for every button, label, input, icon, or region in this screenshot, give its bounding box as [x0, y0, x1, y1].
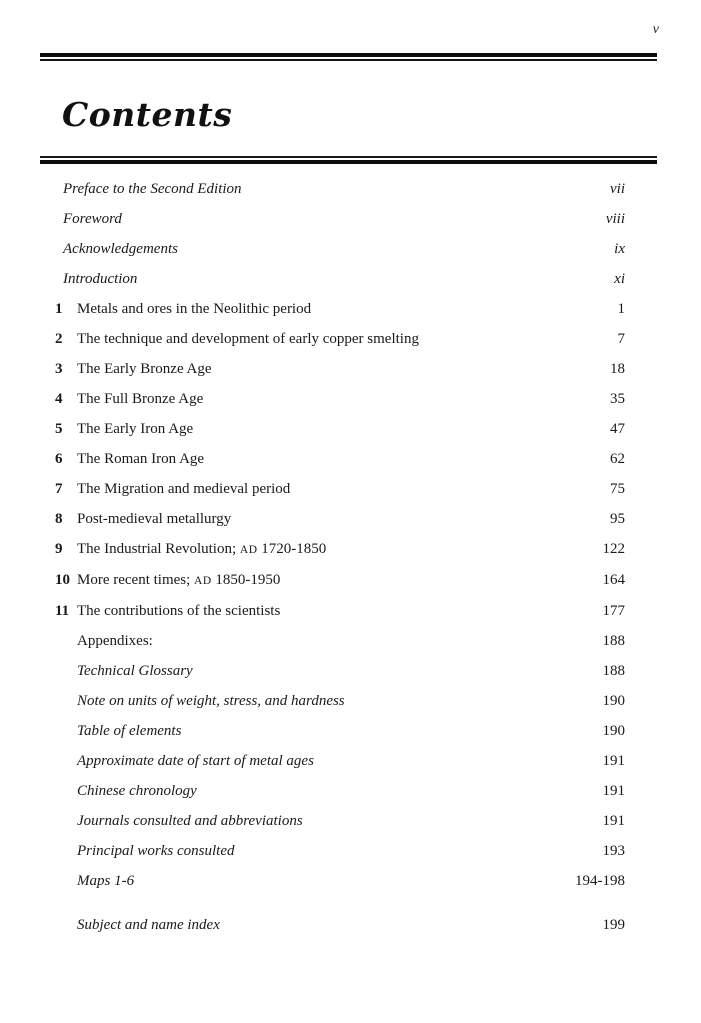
toc-entry	[55, 181, 625, 197]
entry-page: 177	[602, 603, 625, 619]
entry-page: 35	[610, 391, 625, 407]
entry-page: 47	[610, 421, 625, 437]
entry-page: 122	[602, 541, 625, 557]
toc-entry	[55, 271, 625, 287]
entry-label: Chinese chronology	[77, 783, 197, 799]
appendix-entry	[55, 813, 625, 829]
chapter-entry	[55, 331, 625, 347]
chapter-number: 7	[55, 481, 63, 497]
entry-page: 191	[602, 813, 625, 829]
chapter-title: The contributions of the scientists	[77, 603, 281, 619]
chapter-entry	[55, 421, 625, 437]
chapter-entry	[55, 603, 625, 619]
toc-entry	[55, 211, 625, 227]
chapter-number: 3	[55, 361, 63, 377]
entry-page: 190	[602, 693, 625, 709]
entry-page: 75	[610, 481, 625, 497]
chapter-entry	[55, 301, 625, 317]
appendix-entry	[55, 843, 625, 859]
chapters-section	[55, 301, 625, 619]
entry-label: Subject and name index	[77, 917, 220, 933]
chapter-entry	[55, 511, 625, 527]
chapter-number: 2	[55, 331, 63, 347]
chapter-entry	[55, 391, 625, 407]
chapter-number: 5	[55, 421, 63, 437]
chapter-title: Post-medieval metallurgy	[77, 511, 232, 527]
appendix-entry	[55, 663, 625, 679]
chapter-title: The Full Bronze Age	[77, 391, 204, 407]
entry-page: 188	[602, 663, 625, 679]
chapter-number: 1	[55, 301, 63, 317]
front-matter-section	[55, 181, 625, 287]
entry-label: Note on units of weight, stress, and hardness	[77, 693, 345, 709]
entry-page: 62	[610, 451, 625, 467]
chapter-title: The Migration and medieval period	[77, 481, 291, 497]
chapter-title: The Roman Iron Age	[77, 451, 205, 467]
chapter-title-dates: 1850-1950	[211, 572, 281, 588]
entry-label: Technical Glossary	[77, 663, 193, 679]
entry-label: Acknowledgements	[63, 241, 178, 257]
entry-page: 199	[602, 917, 625, 933]
entry-page: 188	[602, 633, 625, 649]
entry-page: 95	[610, 511, 625, 527]
appendix-entry	[55, 723, 625, 739]
chapter-title-dates: 1720-1850	[257, 541, 327, 557]
heading-rule	[40, 156, 657, 164]
entry-label: Table of elements	[77, 723, 182, 739]
entry-page: vii	[610, 181, 625, 197]
chapter-entry	[55, 481, 625, 497]
chapter-title: The technique and development of early copper smelting	[77, 331, 419, 347]
entry-label: Journals consulted and abbreviations	[77, 813, 303, 829]
entry-label: Approximate date of start of metal ages	[77, 753, 314, 769]
chapter-title: The Early Iron Age	[77, 421, 194, 437]
entry-page: xi	[614, 271, 625, 287]
entry-label: Appendixes:	[77, 633, 153, 649]
entry-page: 191	[602, 783, 625, 799]
entry-page: 191	[602, 753, 625, 769]
chapter-number: 4	[55, 391, 63, 407]
appendix-entry	[55, 693, 625, 709]
chapter-entry	[55, 451, 625, 467]
entry-label: Foreword	[63, 211, 122, 227]
page-title: Contents	[62, 95, 233, 134]
toc-entry	[55, 241, 625, 257]
appendix-entry	[55, 783, 625, 799]
chapter-entry	[55, 572, 625, 589]
entry-page: 7	[617, 331, 625, 347]
entry-page: 1	[617, 301, 625, 317]
appendix-entry	[55, 873, 625, 889]
appendix-section	[55, 633, 625, 889]
era-abbreviation: AD	[239, 544, 258, 556]
entry-page: 18	[610, 361, 625, 377]
appendix-header	[55, 633, 625, 649]
chapter-number: 11	[55, 603, 70, 619]
chapter-number: 8	[55, 511, 63, 527]
chapter-title-text: More recent times;	[77, 572, 195, 588]
entry-label: Principal works consulted	[77, 843, 235, 859]
entry-page: 164	[602, 572, 625, 588]
folio-page-number: v	[652, 22, 659, 37]
index-entry	[55, 917, 625, 933]
entry-label: Preface to the Second Edition	[63, 181, 242, 197]
entry-page: viii	[605, 211, 625, 227]
entry-page: 190	[602, 723, 625, 739]
chapter-title: The Early Bronze Age	[77, 361, 212, 377]
chapter-entry	[55, 361, 625, 377]
top-rule	[40, 53, 657, 61]
chapter-number: 9	[55, 541, 63, 557]
chapter-title: Metals and ores in the Neolithic period	[77, 301, 312, 317]
table-of-contents	[55, 181, 625, 947]
chapter-number: 6	[55, 451, 63, 467]
appendix-entry	[55, 753, 625, 769]
entry-label: Introduction	[63, 271, 138, 287]
entry-page: 193	[602, 843, 625, 859]
entry-page: 194-198	[575, 873, 625, 889]
era-abbreviation: AD	[194, 575, 212, 587]
entry-page: ix	[614, 241, 625, 257]
chapter-entry	[55, 541, 625, 558]
chapter-title	[77, 541, 603, 558]
chapter-number: 10	[55, 572, 70, 588]
entry-label: Maps 1-6	[77, 873, 135, 889]
chapter-title	[77, 572, 603, 589]
chapter-title-text: The Industrial Revolution;	[77, 541, 240, 557]
